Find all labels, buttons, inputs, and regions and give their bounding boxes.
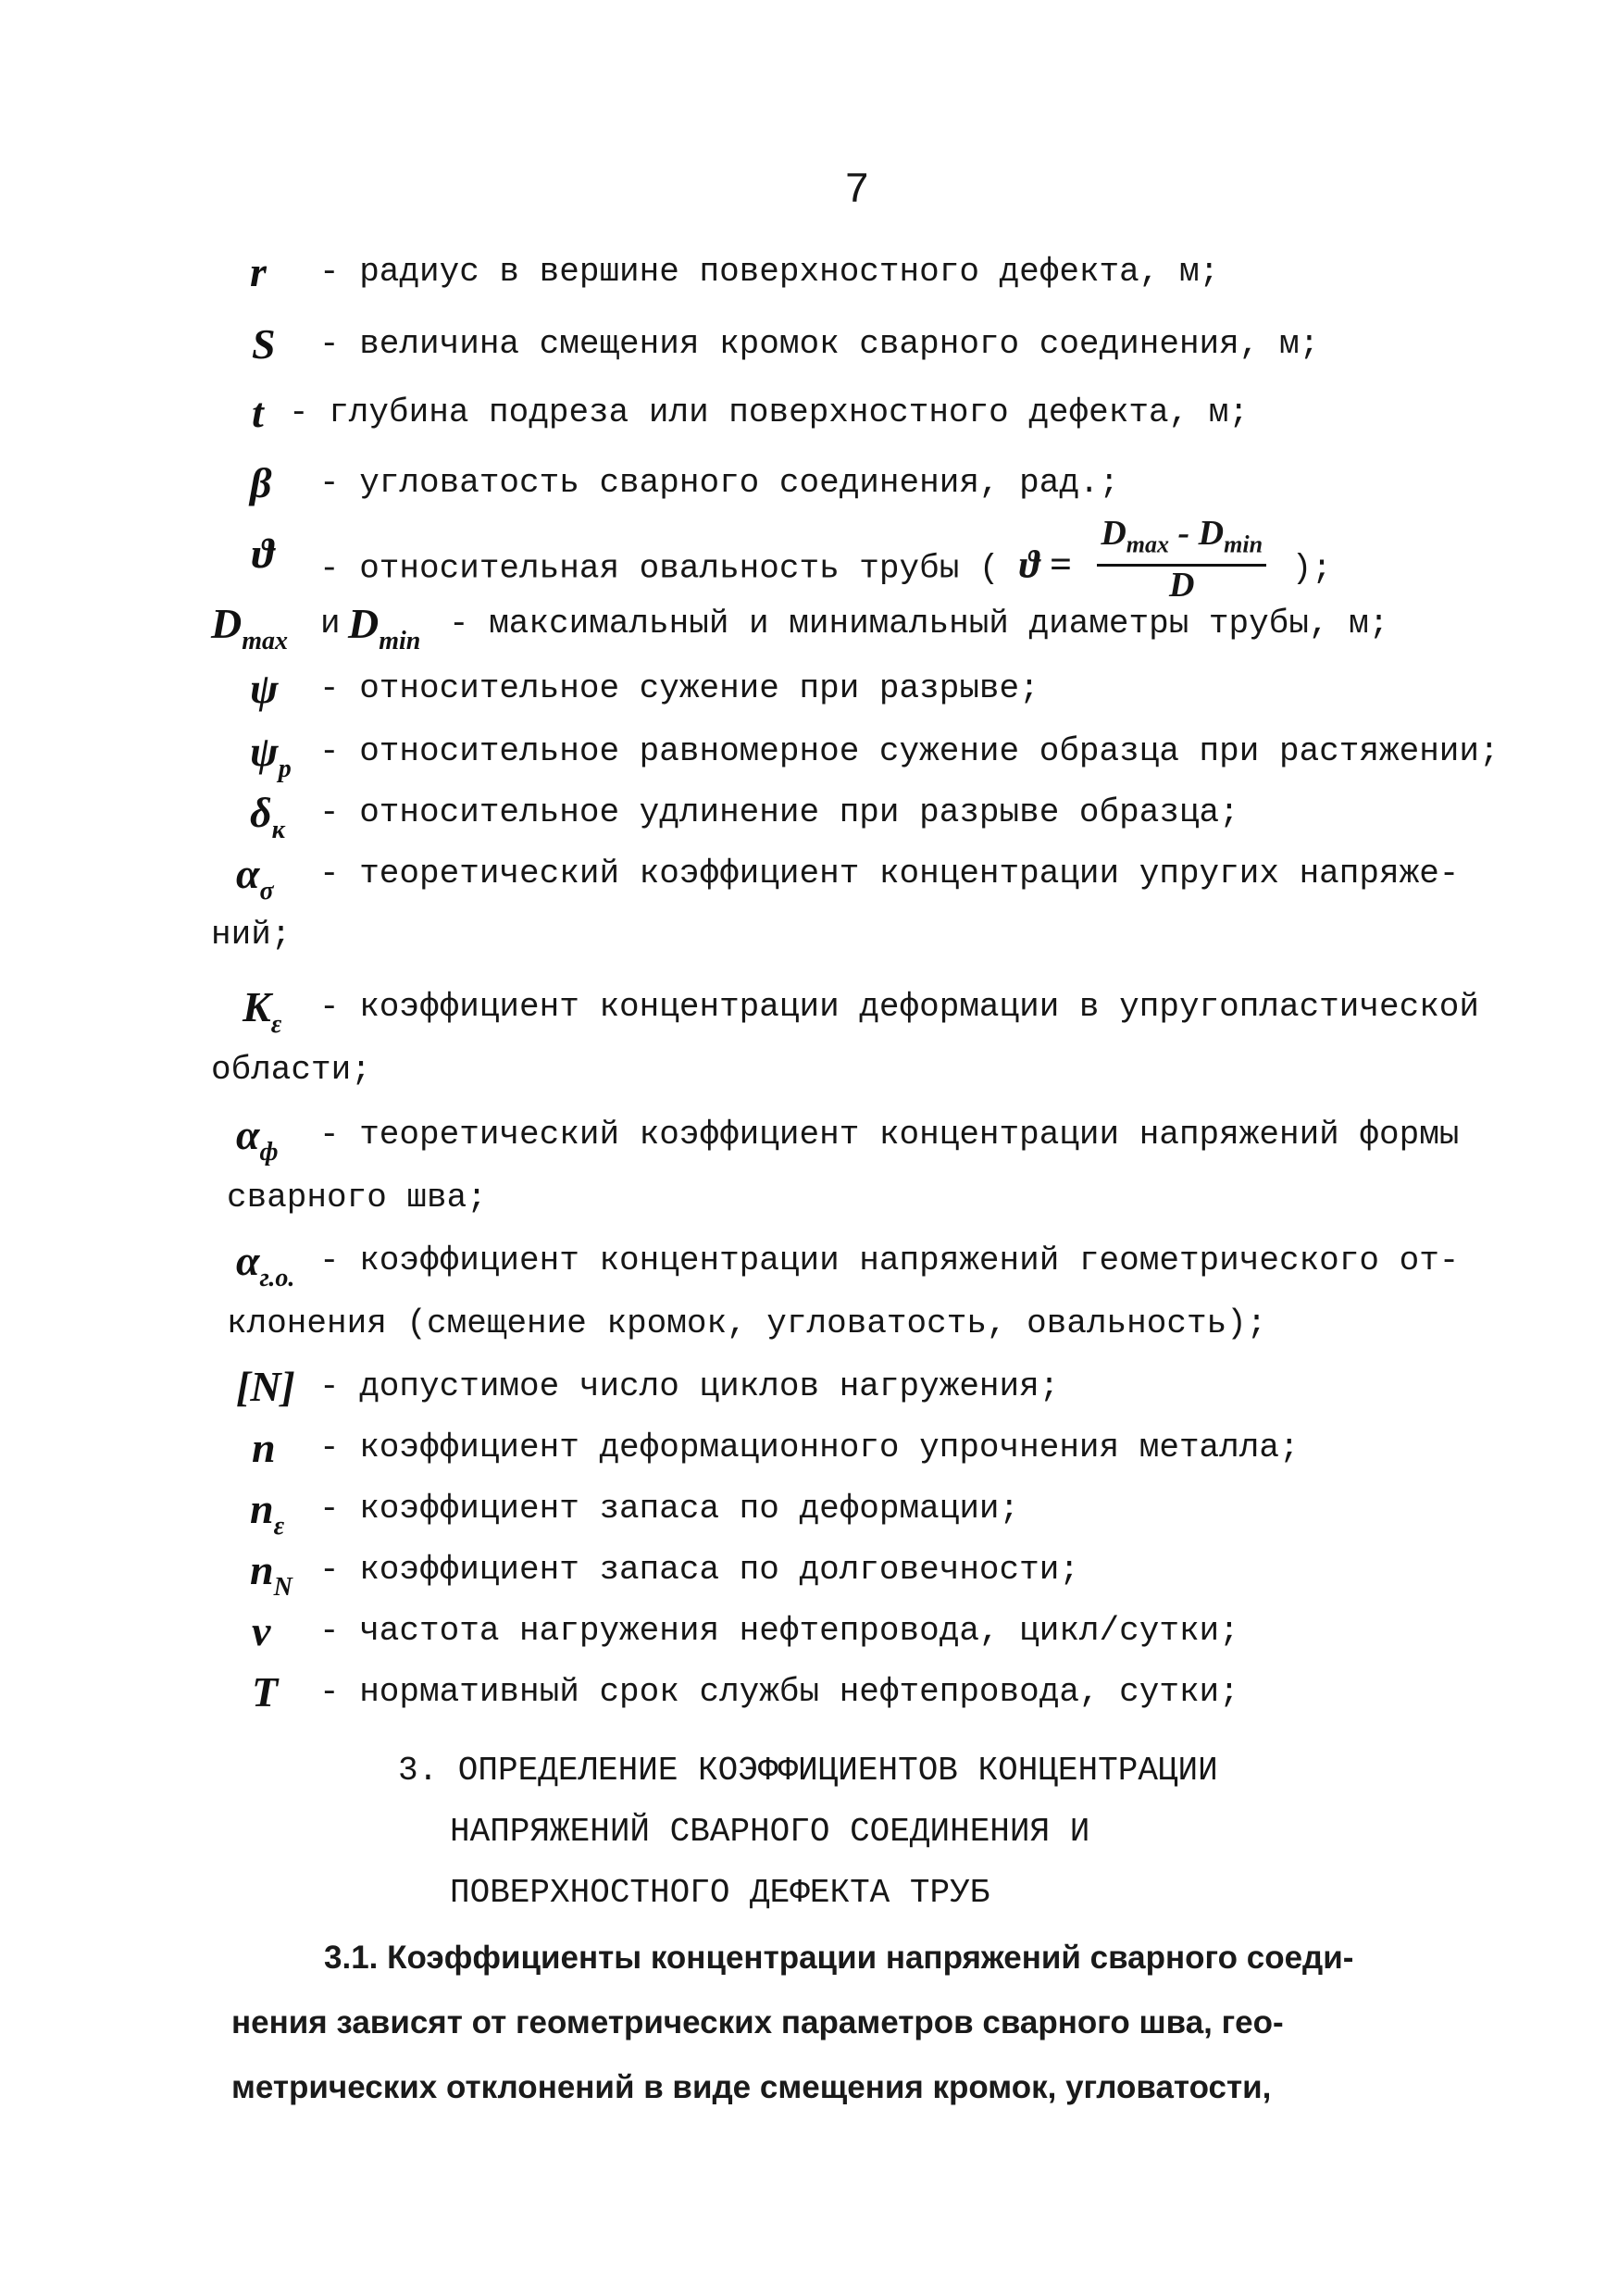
- definition-text-lead: - относительная овальность трубы (: [319, 549, 1000, 588]
- symbol: t: [252, 389, 264, 436]
- symbol-sub: к: [271, 816, 285, 844]
- symbol-sub: σ: [259, 877, 274, 905]
- definition-text: - коэффициент концентрации деформации в упругопластической: [319, 988, 1480, 1026]
- symbol-d: D: [211, 600, 243, 647]
- definition-text: - относительное удлинение при разрыве образца;: [319, 793, 1239, 831]
- symbol-alpha: α: [236, 850, 260, 897]
- symbol: r: [250, 248, 267, 295]
- paragraph-line: нения зависят от геометрических параметров сварного шва, гео-: [231, 2004, 1284, 2040]
- symbol-sub: ф: [259, 1138, 279, 1167]
- formula-num-mid: - D: [1169, 514, 1225, 553]
- definition-continuation: клонения (смещение кромок, угловатость, овальность);: [227, 1304, 1267, 1342]
- symbol-sub: ε: [270, 1010, 282, 1039]
- definition-connector: и: [320, 605, 341, 643]
- symbol-sub2: min: [379, 627, 421, 655]
- definition-text: - относительное равномерное сужение образца при растяжении;: [319, 732, 1500, 770]
- definition-text: - коэффициент концентрации напряжений геометрического от-: [319, 1242, 1460, 1279]
- definition-text: - величина смещения кромок сварного соединения, м;: [319, 325, 1320, 363]
- symbol: n: [252, 1424, 276, 1471]
- paragraph-line: метрических отклонений в виде смещения кромок, угловатости,: [231, 2069, 1272, 2105]
- definition-text: - теоретический коэффициент концентрации упругих напряже-: [319, 855, 1460, 892]
- symbol: β: [250, 459, 272, 506]
- definition-text: - коэффициент запаса по долговечности;: [319, 1551, 1079, 1589]
- symbol: ψ: [250, 665, 279, 712]
- page-number: 7: [844, 167, 870, 215]
- definition-text: - допустимое число циклов нагружения;: [319, 1367, 1060, 1405]
- definition-text: - глубина подреза или поверхностного дефекта, м;: [289, 393, 1249, 431]
- definition-text: - максимальный и минимальный диаметры трубы, м;: [449, 605, 1389, 643]
- formula-lhs: ϑ =: [1019, 543, 1072, 587]
- definition-text: - коэффициент деформационного упрочнения металла;: [319, 1429, 1300, 1466]
- paragraph-line: 3.1. Коэффициенты концентрации напряжений сварного соеди-: [324, 1940, 1354, 1976]
- definition-text: - радиус в вершине поверхностного дефекта, м;: [319, 253, 1220, 291]
- definition-text: - относительное сужение при разрыве;: [319, 669, 1039, 707]
- symbol-psi: ψ: [250, 728, 279, 775]
- section-heading-line: 3. ОПРЕДЕЛЕНИЕ КОЭФФИЦИЕНТОВ КОНЦЕНТРАЦИИ: [398, 1752, 1218, 1790]
- section-heading-line: НАПРЯЖЕНИЙ СВАРНОГО СОЕДИНЕНИЯ И: [450, 1813, 1090, 1851]
- definition-continuation: сварного шва;: [227, 1179, 487, 1217]
- definition-text: - нормативный срок службы нефтепровода, сутки;: [319, 1673, 1239, 1711]
- symbol: T: [252, 1668, 279, 1716]
- section-heading: [398, 1741, 1218, 1924]
- symbol-delta: δ: [250, 789, 272, 836]
- body-paragraph: [231, 1926, 1416, 2120]
- symbol-d2: D: [348, 600, 380, 647]
- definition-text: - угловатость сварного соединения, рад.;: [319, 464, 1120, 502]
- symbol-sub: г.о.: [259, 1264, 295, 1292]
- symbol-alpha: α: [236, 1237, 260, 1284]
- symbol-sub: max: [242, 627, 289, 655]
- symbol-n: n: [250, 1485, 274, 1532]
- symbol-alpha: α: [236, 1111, 260, 1158]
- definition-text: - теоретический коэффициент концентрации напряжений формы: [319, 1116, 1460, 1154]
- symbol: ν: [252, 1607, 271, 1654]
- formula-num-d1: D: [1101, 514, 1126, 553]
- formula-num-sub2: min: [1224, 530, 1263, 558]
- definition-continuation: области;: [211, 1051, 371, 1089]
- symbol: ϑ: [252, 530, 275, 577]
- symbol: S: [252, 320, 276, 368]
- formula-num-sub1: max: [1126, 530, 1170, 558]
- formula-numerator: [1097, 515, 1266, 567]
- section-heading-line: ПОВЕРХНОСТНОГО ДЕФЕКТА ТРУБ: [450, 1874, 990, 1912]
- symbol-k: K: [243, 983, 271, 1030]
- symbol: [N]: [236, 1363, 295, 1410]
- symbol-sub: р: [278, 755, 292, 783]
- formula-denominator: D: [1168, 565, 1195, 605]
- definition-text: - коэффициент запаса по деформации;: [319, 1490, 1020, 1528]
- symbol-sub: ε: [273, 1512, 285, 1541]
- ovality-formula: [1097, 515, 1266, 604]
- symbol-sub: N: [273, 1573, 292, 1602]
- formula-tail: );: [1291, 549, 1332, 588]
- symbol-n: n: [250, 1546, 274, 1593]
- definition-text: - частота нагружения нефтепровода, цикл/сутки;: [319, 1612, 1239, 1650]
- definition-continuation: ний;: [211, 916, 292, 954]
